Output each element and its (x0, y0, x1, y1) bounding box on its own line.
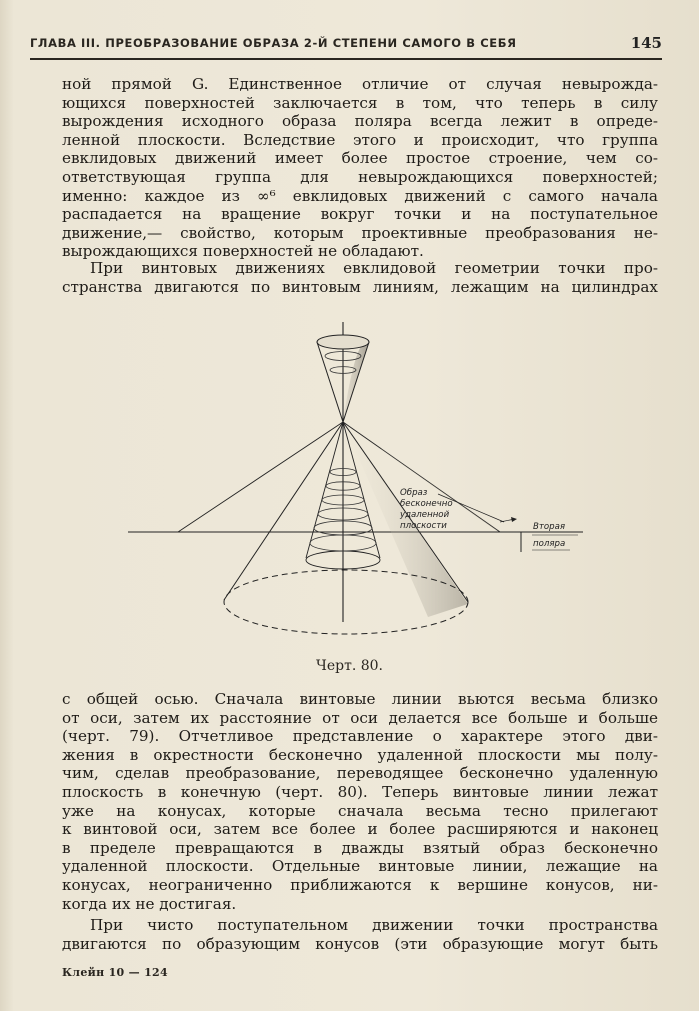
upper-cone-top (317, 335, 369, 349)
paragraph-1 (62, 75, 658, 261)
paragraph-2 (62, 259, 658, 296)
page-header (30, 36, 662, 56)
label-image-3: удаленной (400, 510, 450, 520)
figure-80-diagram (128, 322, 658, 642)
label-polar-1: Вторая (533, 522, 566, 532)
text-line: При чисто поступательном движении точки пространства (90, 916, 658, 934)
label-image-1: Образ (400, 488, 428, 498)
text-line: евклидовых движений имеет более простое строение, чем со- (62, 149, 658, 168)
page-number: 145 (630, 34, 662, 52)
label-image-4: плоскости (400, 521, 447, 531)
figure-caption: Черт. 80. (316, 658, 383, 674)
text-line: именно: каждое из ∞⁶ евклидовых движений с самого начала (62, 186, 658, 205)
text-line: уже на конусах, которые сначала весьма тесно прилегают (62, 801, 658, 820)
text-line: конусах, неограниченно приближаются к вершине конусов, ни- (62, 875, 658, 894)
text-line: вырождения исходного образа поляра всегда лежит в опреде- (62, 112, 658, 131)
text-line: ной прямой G. Единственное отличие от случая невырожда- (62, 75, 658, 93)
text-line: от оси, затем их расстояние от оси делается все больше и больше (62, 708, 658, 727)
outer-cone-left (224, 422, 343, 600)
upper-cone-left (317, 342, 343, 422)
text-line: плоскость в конечную (черт. 80). Теперь винтовые линии лежат (62, 782, 658, 801)
text-line: При винтовых движениях евклидовой геометрии точки про- (90, 259, 658, 277)
text-line: двигаются по образующим конусов (эти образующие могут быть (62, 934, 658, 953)
label-image-2: бесконечно (400, 499, 453, 509)
label-polar-2: поляра (533, 539, 566, 549)
text-line: жения в окрестности бесконечно удаленной плоскости мы полу- (62, 745, 658, 764)
text-line: когда их не достигая. (62, 894, 237, 913)
text-line: (черт. 79). Отчетливое представление о характере этого дви- (62, 727, 658, 746)
text-line: странства двигаются по винтовым линиям, лежащим на цилиндрах (62, 277, 658, 296)
text-line: с общей осью. Сначала винтовые линии вьются весьма близко (62, 690, 658, 708)
text-line: движение,— свойство, которым проективные преобразования не- (62, 223, 658, 242)
label-image-plane (399, 488, 517, 531)
paragraph-3 (62, 690, 658, 913)
upper-cone-right (343, 342, 369, 422)
text-line: ленной плоскости. Вследствие этого и происходит, что группа (62, 130, 658, 149)
paragraph-4 (62, 916, 658, 953)
text-line: вырождающихся поверхностей не обладают. (62, 242, 424, 261)
header-rule (30, 58, 662, 60)
label-second-polar (521, 522, 578, 552)
text-line: к винтовой оси, затем все более и более расширяются и наконец (62, 820, 658, 839)
text-line: ответствующая группа для невырождающихся поверхностей; (62, 167, 658, 186)
text-line: удаленной плоскости. Отдельные винтовые линии, лежащие на (62, 857, 658, 876)
printer-signature: Клейн 10 — 124 (62, 966, 168, 979)
running-head: ГЛАВА III. ПРЕОБРАЗОВАНИЕ ОБРАЗА 2-Й СТЕПЕНИ САМОГО В СЕБЯ (30, 36, 517, 50)
text-line: чим, сделав преобразование, переводящее бесконечно удаленную (62, 764, 658, 783)
text-line: ющихся поверхностей заключается в том, что теперь в силу (62, 93, 658, 112)
text-line: распадается на вращение вокруг точки и на поступательное (62, 205, 658, 224)
text-line: в пределе превращаются в дважды взятый образ бесконечно (62, 838, 658, 857)
